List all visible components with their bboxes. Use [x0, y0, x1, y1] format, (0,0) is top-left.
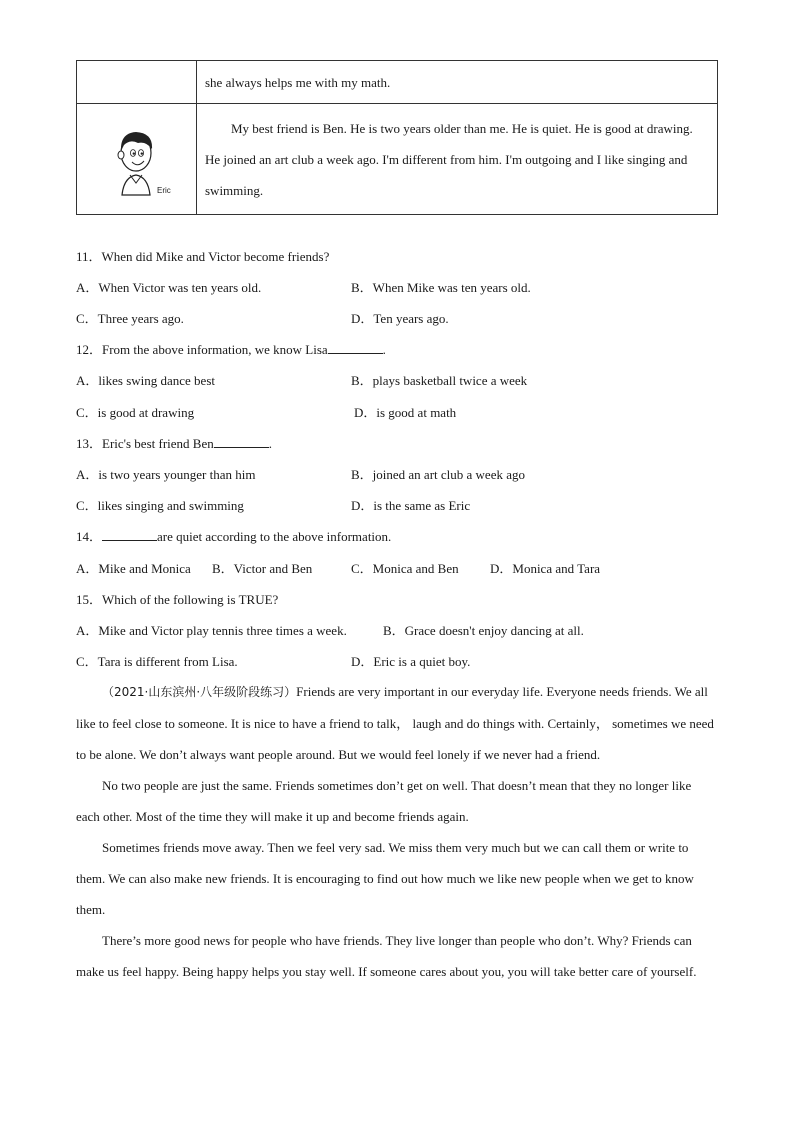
question-14-number: 14．	[76, 529, 103, 544]
row1-text: she always helps me with my math.	[197, 61, 718, 104]
question-14-stem	[76, 528, 391, 546]
empty-picture-cell	[77, 61, 197, 104]
question-13-tail: .	[268, 436, 272, 451]
question-13-option-c: C．likes singing and swimming	[76, 498, 244, 513]
question-14-option-d: D．Monica and Tara	[490, 561, 601, 576]
question-13-option-b: B．joined an art club a week ago	[351, 467, 525, 482]
question-12-tail: .	[382, 342, 386, 357]
question-11-stem: 11．When did Mike and Victor become friends?	[76, 249, 330, 264]
question-12-option-b: B．plays basketball twice a week	[351, 373, 528, 388]
question-13-text: 13．Eric's best friend Ben	[76, 436, 214, 451]
question-12-option-c: C．is good at drawing	[76, 405, 195, 420]
reading-passage	[76, 676, 716, 987]
question-14-text: are quiet according to the above information.	[157, 529, 392, 544]
picture-name-label: Eric	[157, 186, 171, 195]
answer-blank	[214, 435, 269, 448]
passage-paragraph-1	[76, 676, 716, 770]
question-11-option-b: B．When Mike was ten years old.	[351, 280, 531, 295]
question-12-stem	[76, 341, 386, 359]
passage-source: （2021·山东滨州·八年级阶段练习）	[102, 685, 297, 699]
question-15-option-d: D．Eric is a quiet boy.	[351, 654, 471, 669]
answer-blank	[328, 341, 383, 354]
question-15-stem: 15．Which of the following is TRUE?	[76, 592, 279, 607]
question-13-option-d: D．is the same as Eric	[351, 498, 471, 513]
answer-blank	[102, 528, 157, 541]
table-row	[77, 104, 718, 215]
question-13-option-a: A．is two years younger than him	[76, 467, 256, 482]
boy-illustration	[78, 105, 195, 209]
table-row	[77, 61, 718, 104]
passage-paragraph-1-text: Friends are very important in our everyday life. Everyone needs friends. We all like to feel close to someone. It is nice to have a friend to talk， laugh and do things with. Certainly， sometimes we need to be alone. We don’t always want people around. But we would feel lonely if we never had a friend.	[76, 684, 714, 762]
question-11-option-d: D．Ten years ago.	[351, 311, 449, 326]
passage-paragraph-3: Sometimes friends move away. Then we feel very sad. We miss them very much but we can call them or write to them. We can also make new friends. It is encouraging to find out how much we like new people when we get to know them.	[76, 840, 694, 917]
passage-paragraph-2: No two people are just the same. Friends sometimes don’t get on well. That doesn’t mean that they no longer like each other. Most of the time they will make it up and become friends again.	[76, 778, 692, 824]
question-12-text: 12．From the above information, we know Lisa	[76, 342, 328, 357]
question-15-option-c: C．Tara is different from Lisa.	[76, 654, 238, 669]
question-11-option-c: C．Three years ago.	[76, 311, 184, 326]
question-13-stem	[76, 435, 272, 453]
question-15-option-a: A．Mike and Victor play tennis three times a week.	[76, 623, 347, 638]
question-15-option-b: B．Grace doesn't enjoy dancing at all.	[383, 623, 584, 638]
question-14-option-c: C．Monica and Ben	[351, 561, 459, 576]
question-12-option-d: D．is good at math	[354, 405, 457, 420]
row2-text-cell	[197, 104, 718, 215]
row2-text: My best friend is Ben. He is two years older than me. He is quiet. He is good at drawing. He joined an art club a week ago. I'm different from him. I'm outgoing and I like singing and swimming.	[205, 120, 693, 198]
info-table	[76, 60, 718, 215]
question-14-option-b: B．Victor and Ben	[212, 561, 313, 576]
question-14-option-a: A．Mike and Monica	[76, 561, 191, 576]
question-11-option-a: A．When Victor was ten years old.	[76, 280, 262, 295]
question-12-option-a: A．likes swing dance best	[76, 373, 216, 388]
passage-paragraph-4: There’s more good news for people who have friends. They live longer than people who don’t. Why? Friends can make us feel happy. Being happy helps you stay well. If someone cares about you, you will take better care of yourself.	[76, 933, 697, 979]
eric-picture-cell	[77, 104, 197, 215]
